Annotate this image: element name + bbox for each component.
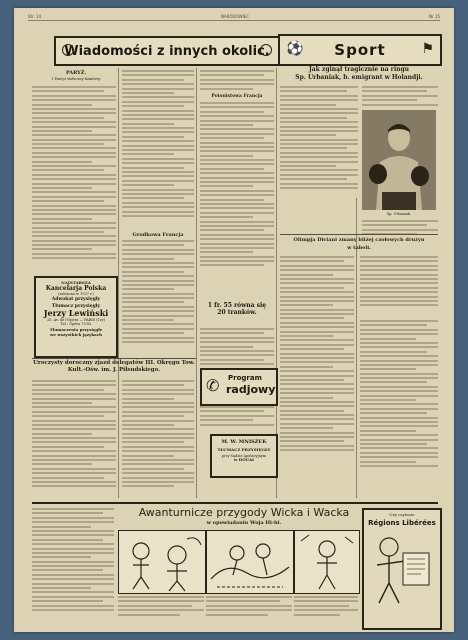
sport-article-right xyxy=(362,220,438,238)
section-rule xyxy=(280,234,438,235)
sport-header xyxy=(278,34,442,66)
boxer-figure xyxy=(362,110,436,210)
ad-line: Tel.: Opéra 75-82 xyxy=(60,322,92,327)
paris-article xyxy=(32,86,116,274)
comic-top-rule xyxy=(32,502,438,504)
sport-article-left xyxy=(280,86,358,202)
radio-line-2: radjowy xyxy=(226,383,276,396)
zjazd-article-right xyxy=(122,380,194,500)
exchange-rate-promo xyxy=(200,300,274,326)
francja-article xyxy=(122,240,194,355)
column-3-article-top xyxy=(200,70,274,90)
comic-subtitle: w opowiadaniu Woja Hi-hi. xyxy=(206,520,282,526)
ornament-left-icon xyxy=(62,44,74,56)
newspaper-page xyxy=(14,8,454,632)
francja-title: Grodkowa Francja xyxy=(132,232,184,238)
ad-title: Régions Libérées xyxy=(368,518,436,527)
radio-schedule xyxy=(200,406,274,430)
zjazd-article-left xyxy=(32,380,116,500)
page-number: Str. 14 xyxy=(28,13,42,19)
olimpja-headline-2: w tabeli. xyxy=(347,245,371,251)
olimpja-headline-1: Olimpja Diviani zmany bliżej czołowych drużyn xyxy=(293,237,425,243)
sport-title: Sport xyxy=(334,41,386,59)
masthead-small: NARODOWIEC xyxy=(220,13,250,19)
regions-liberees-ad xyxy=(362,508,442,630)
ad-line: Tłumacz przysięgły xyxy=(51,303,101,309)
section-rule xyxy=(32,358,196,359)
comic-panel-1 xyxy=(118,530,206,594)
paris-subtitle: 1 Parryż stołeczny komitety. xyxy=(51,77,101,81)
ad-line: Tłumaczenia przysięgłe xyxy=(49,327,103,333)
promo-line-1: 1 fr. 55 równa się xyxy=(207,302,267,309)
paris-title: PARYŻ. xyxy=(65,70,87,76)
comic-drawing-2 xyxy=(207,531,293,593)
ad-line: Kancelarja Polska xyxy=(45,284,107,292)
boxer-photo xyxy=(362,110,436,210)
radio-program-box xyxy=(200,368,278,406)
ad-line: M. W. MNISZEK xyxy=(221,439,267,445)
photo-caption: Sp. Urbaniak. xyxy=(386,212,412,216)
comic-title: Awanturnicze przygody Wicka i Wacka xyxy=(138,506,350,519)
ad-line: Adwokat przysięgły xyxy=(51,296,101,302)
comic-drawing-3 xyxy=(295,531,359,593)
lewinski-law-office-ad xyxy=(34,276,118,358)
sport-article-lower xyxy=(360,320,438,496)
comic-drawing-1 xyxy=(119,531,205,593)
column-3-article-mid xyxy=(200,328,274,368)
ad-line: NAJSTARSZA xyxy=(61,280,91,285)
radio-tower-icon: ✆ xyxy=(206,376,220,395)
ad-line: we wszystkich językach xyxy=(49,331,103,337)
comic-caption-3 xyxy=(294,596,358,626)
comic-panel-2 xyxy=(206,530,294,594)
column-2-article xyxy=(122,70,194,230)
comic-caption-1 xyxy=(118,596,204,626)
league-table xyxy=(360,256,438,316)
ad-line: 25, Av. de l'Opéra — PARIS (1er) xyxy=(47,318,105,323)
ad-line: Czy czytacie xyxy=(389,512,415,517)
reader-cartoon xyxy=(367,531,437,611)
comic-caption-2 xyxy=(206,596,292,626)
zjazd-headline: Uroczysty doroczny zjazd delegatów III. Okręgu Tow. Kult.-Ośw. im. J. Piłsudskiego. xyxy=(33,360,195,373)
ad-line: przy Sądzie Apelacyjnym xyxy=(221,454,267,459)
running-header xyxy=(28,12,440,21)
sport-headline-1: Jak zginął tragicznie na ringu xyxy=(308,66,410,73)
mniszek-translator-ad xyxy=(210,434,278,478)
ad-line: (założona w 1927 r.) xyxy=(58,292,94,297)
runner-icon: ⚽ xyxy=(286,41,304,57)
sport-article-right-top xyxy=(362,86,438,110)
athlete-icon: ⚑ xyxy=(421,41,434,57)
radio-line-1: Program xyxy=(228,374,262,382)
column-rule xyxy=(356,198,357,498)
palenstwo-title: Polonistowa Francja xyxy=(211,94,263,99)
ad-line: Jerzy Lewiński xyxy=(43,307,109,318)
bottom-left-article xyxy=(32,508,114,626)
promo-line-2: 20 tranków. xyxy=(217,308,257,316)
sport-headline-2: Sp. Urbaniak, b. emigrant w Holandji. xyxy=(295,74,423,81)
ad-line: w DOUAI xyxy=(233,457,255,463)
column-3-article xyxy=(200,102,274,282)
column-rule xyxy=(196,68,197,498)
issue-number: Nr 15 xyxy=(429,13,440,19)
section-title: Wiadomości z innych okolic. xyxy=(64,43,270,59)
comic-panel-3 xyxy=(294,530,360,594)
column-rule xyxy=(118,68,119,498)
section-header-other-regions xyxy=(54,36,280,66)
ornament-right-icon xyxy=(260,44,272,56)
ad-line: TŁUMACZ PRZYSIĘGŁY xyxy=(217,446,271,452)
olimpja-article-left xyxy=(280,256,354,496)
